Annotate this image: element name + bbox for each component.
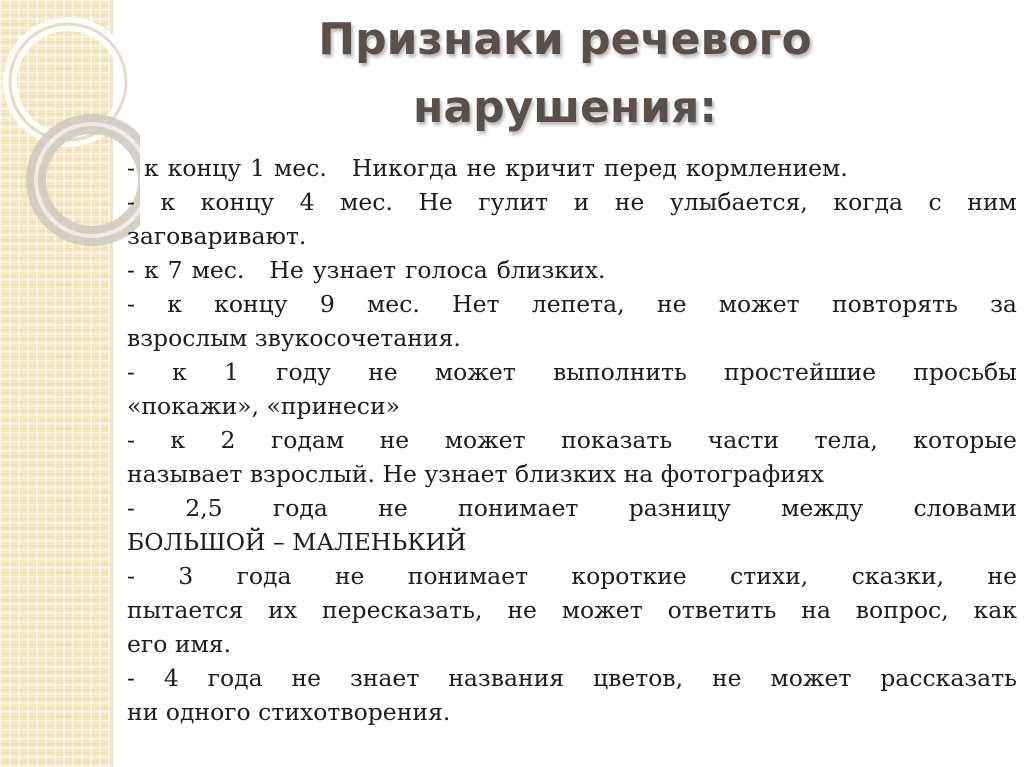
list-item-continuation: ни одного стихотворения. [127,698,451,726]
description-word: не [507,596,537,624]
list-item [127,491,1017,559]
description-word: разницу [628,494,731,522]
age-word: к [172,358,187,386]
description-word: знает [349,664,420,692]
age-word: к [170,426,186,454]
symptom-list [127,151,1017,729]
description-word: выполнить [553,358,687,386]
age-word: года [207,664,263,692]
description-word: показать [561,426,673,454]
age-word: 2,5 [185,494,223,522]
list-item-line [127,423,1017,457]
description-word: ответить [667,596,777,624]
age-word: - [127,426,135,454]
age-word: - [127,154,135,182]
description-word: не [614,188,645,216]
page-title [160,6,970,142]
age-word: 4 [163,664,179,692]
description-word: повторять [831,290,958,318]
description-word: кормлением. [685,154,848,182]
age-word: 2 [220,426,236,454]
list-item [127,185,1017,253]
description-word: не [656,290,687,318]
list-item-line [127,661,1017,695]
list-item [127,355,1017,423]
age-word: годам [270,426,345,454]
description-word: части [707,426,780,454]
age-word: 7 [167,256,183,284]
age-word: к [167,290,182,318]
description-word: лепета, [531,290,625,318]
description-word: не [987,562,1017,590]
description-word: с [928,188,942,216]
list-item-continuation: его имя. [127,630,232,658]
description-word: перед [603,154,677,182]
age-word: - [127,494,135,522]
description-word: голоса [405,256,488,284]
description-word: гулит [478,188,549,216]
description-word: пересказать, [321,596,483,624]
description-word: на [801,596,831,624]
description-word: как [973,596,1017,624]
age-word: к [160,188,176,216]
title-line-2: нарушения: [413,82,717,133]
description-word: пытается [127,596,244,624]
list-item [127,661,1017,729]
age-word: - [127,562,135,590]
description-word: не [711,664,742,692]
age-word: 3 [178,562,194,590]
description-word: понимает [407,562,529,590]
description-word: не [379,426,410,454]
age-word: - [127,358,135,386]
list-item-line [127,355,1017,389]
list-item-line [127,559,1017,593]
description-word: Нет [452,290,500,318]
age-word: к [143,256,159,284]
age-word: - [127,188,135,216]
description-word: названия [448,664,565,692]
description-word: словами [913,494,1017,522]
title-line-1: Признаки речевого [318,14,812,65]
description-word: не [368,358,398,386]
description-word: Не [269,256,304,284]
list-item-continuation: БОЛЬШОЙ – МАЛЕНЬКИЙ [127,528,467,556]
age-word: мес. [191,256,245,284]
description-word: короткие [571,562,687,590]
description-word: узнает [312,256,397,284]
description-word: Не [418,188,453,216]
description-word: цветов, [592,664,684,692]
list-item-line [127,253,1017,287]
description-word: может [561,596,643,624]
description-word: Никогда [351,154,458,182]
age-word: мес. [340,188,393,216]
description-word: кричит [505,154,595,182]
description-word: и [573,188,590,216]
description-word: не [378,494,408,522]
list-item [127,287,1017,355]
age-word: концу [200,188,275,216]
age-word: концу [214,290,288,318]
description-word: вопрос, [855,596,949,624]
decorative-side-stripe [0,0,110,767]
description-word: не [466,154,497,182]
age-word: к [143,154,159,182]
description-word: может [718,290,800,318]
description-word: которые [913,426,1017,454]
age-word: мес. [367,290,420,318]
age-word: 4 [299,188,315,216]
description-word: когда [833,188,904,216]
list-item-continuation: «покажи», «принеси» [127,392,401,420]
description-word: ним [967,188,1017,216]
list-item-line [127,151,1017,185]
list-item [127,151,1017,185]
list-item-continuation: называет взрослый. Не узнает близких на фотографиях [127,460,824,488]
age-word: 1 [224,358,239,386]
description-word: рассказать [880,664,1017,692]
description-word: понимает [458,494,579,522]
age-word: концу [167,154,242,182]
list-item [127,253,1017,287]
description-word: может [770,664,852,692]
description-word: стихи, [730,562,809,590]
description-word: за [990,290,1017,318]
description-word: между [781,494,864,522]
description-word: просьбы [913,358,1017,386]
list-item-line [127,287,1017,321]
age-word: году [276,358,331,386]
age-word: мес. [274,154,327,182]
age-word: - [127,290,135,318]
list-item-line [127,491,1017,525]
list-item [127,423,1017,491]
description-word: их [268,596,298,624]
description-word: улыбается, [669,188,808,216]
list-item [127,559,1017,661]
description-word: тела, [814,426,878,454]
list-item-continuation: заговаривают. [127,222,307,250]
description-word: не [334,562,365,590]
description-word: может [444,426,526,454]
description-word: простейшие [724,358,877,386]
age-word: 1 [250,154,266,182]
age-word: года [236,562,292,590]
age-word: - [127,256,135,284]
description-word: не [291,664,322,692]
list-item-line [127,593,1017,627]
age-word: года [272,494,328,522]
age-word: 9 [319,290,335,318]
age-word: - [127,664,135,692]
description-word: сказки, [851,562,945,590]
description-word: близких. [496,256,606,284]
stripe-divider [110,0,113,767]
list-item-continuation: взрослым звукосочетания. [127,324,461,352]
description-word: может [434,358,516,386]
list-item-line [127,185,1017,219]
